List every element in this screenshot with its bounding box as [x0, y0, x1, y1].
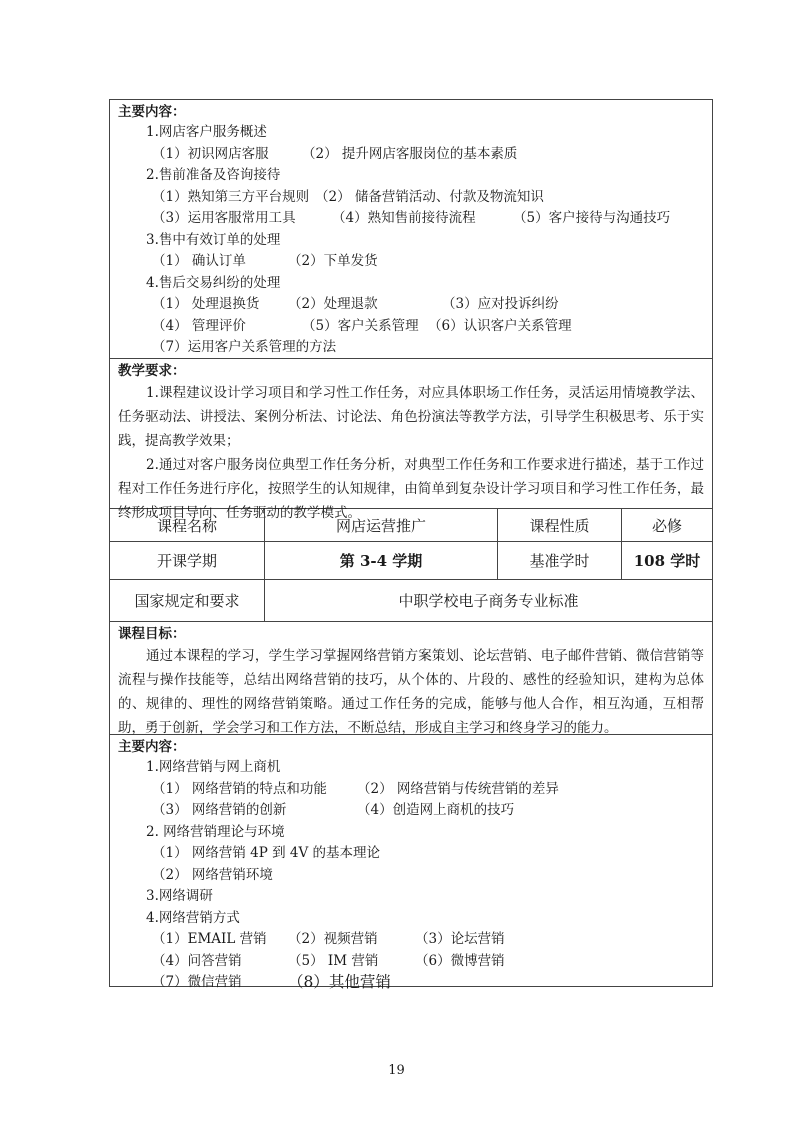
subtopic-row [110, 865, 712, 887]
subtopic-row [110, 337, 712, 359]
section-heading: 主要内容： [118, 104, 186, 120]
subtopic-item: （2） 储备营销活动、付款及物流知识 [315, 188, 544, 205]
subtopic-item: （2） 网络营销与传统营销的差异 [357, 780, 559, 797]
course-type-value: 必修 [622, 509, 712, 542]
subtopic-item: （8）其他营销 [288, 973, 391, 991]
course-type-label: 课程性质 [498, 509, 622, 542]
subtopic-item: （2）处理退款 [288, 296, 378, 312]
course-name-value: 网店运营推广 [265, 509, 498, 542]
main-content-section-2 [110, 735, 712, 991]
course-objectives-section [110, 622, 712, 735]
main-content-section-1 [110, 100, 712, 359]
topic-heading: 1.网店客户服务概述 [146, 124, 267, 140]
subtopic-item: （4）创造网上商机的技巧 [357, 802, 515, 818]
topic-heading: 2. 网络营销理论与环境 [146, 823, 285, 840]
topic-heading: 2.售前准备及咨询接待 [146, 167, 281, 183]
subtopic-item: （6）微博营销 [415, 952, 505, 969]
course-info-grid [110, 509, 712, 622]
subtopic-item: （5）客户接待与沟通技巧 [513, 210, 671, 226]
subtopic-item: （2）视频营销 [288, 931, 378, 947]
section-heading: 教学要求： [118, 363, 186, 379]
subtopic-row [110, 251, 712, 273]
subtopic-item: （3）应对投诉纠纷 [442, 296, 559, 312]
subtopic-item: （5）客户关系管理 [302, 317, 419, 334]
topic-heading: 3.网络调研 [146, 888, 213, 904]
hours-label: 基准学时 [498, 542, 622, 580]
objectives-paragraph: 通过本课程的学习，学生学习掌握网络营销方案策划、论坛营销、电子邮件营销、微信营销等流程与操作技能等，总结出网络营销的技巧，从个体的、片段的、感性的经验知识，建构为总体的、规律的、理性的网络营销策略。通过工作任务的完成，能够与他人合作，相互沟通，互相帮助，勇于创新，学会学习和工作方法，不断总结，形成自主学习和终身学习的能力。 [118, 648, 704, 736]
subtopic-item: （1） 处理退换货 [152, 296, 260, 312]
topic-heading: 4.售后交易纠纷的处理 [146, 274, 281, 291]
course-table [109, 99, 713, 991]
subtopic-item: （1） 网络营销的特点和功能 [152, 780, 327, 797]
subtopic-item: （1）初识网店客服 [152, 145, 269, 162]
subtopic-item: （1）EMAIL 营销 [152, 931, 267, 947]
standard-value: 中职学校电子商务专业标准 [265, 580, 712, 622]
subtopic-row [110, 843, 712, 865]
subtopic-row [110, 294, 712, 316]
subtopic-row [110, 951, 712, 973]
requirement-paragraph: 2.通过对客户服务岗位典型工作任务分析，对典型工作任务和工作要求进行描述，基于工作过程对工作任务进行序化，按照学生的认知规律，由简单到复杂设计学习项目和学习性工作任务，最终形成项目导向、任务驱动的教学模式。 [118, 457, 704, 521]
subtopic-row [110, 800, 712, 822]
subtopic-row [110, 187, 712, 209]
subtopic-item: （7）运用客户关系管理的方法 [152, 339, 337, 355]
topic-heading: 4.网络营销方式 [146, 909, 240, 926]
subtopic-item: （4）问答营销 [152, 952, 242, 969]
section-heading: 课程目标： [118, 626, 186, 642]
topic-heading: 1.网络营销与网上商机 [146, 759, 281, 775]
subtopic-item: （4）熟知售前接待流程 [332, 210, 476, 226]
subtopic-item: （3）论坛营销 [415, 931, 505, 947]
subtopic-item: （7）微信营销 [152, 974, 242, 990]
subtopic-item: （2） 提升网店客服岗位的基本素质 [302, 145, 518, 162]
requirement-paragraph: 1.课程建议设计学习项目和学习性工作任务，对应具体职场工作任务，灵活运用情境教学法、任务驱动法、讲授法、案例分析法、讨论法、角色扮演法等教学方法，引导学生积极思考、乐于实践，提高教学效果； [118, 385, 704, 449]
subtopic-item: （6）认识客户关系管理 [428, 317, 572, 334]
subtopic-item: （1） 网络营销 4P 到 4V 的基本理论 [152, 845, 381, 861]
term-label: 开课学期 [110, 542, 265, 580]
subtopic-item: （1） 确认订单 [152, 253, 246, 269]
subtopic-item: （3） 网络营销的创新 [152, 802, 287, 818]
subtopic-row [110, 972, 712, 994]
section-heading: 主要内容： [118, 739, 186, 755]
topic-heading: 3.售中有效订单的处理 [146, 231, 281, 248]
standard-label: 国家规定和要求 [110, 580, 265, 622]
subtopic-row [110, 929, 712, 951]
subtopic-item: （5） IM 营销 [288, 952, 379, 969]
subtopic-row [110, 208, 712, 230]
subtopic-row [110, 144, 712, 166]
hours-value: 108 学时 [622, 542, 712, 580]
term-value: 第 3-4 学期 [265, 542, 498, 580]
subtopic-item: （4） 管理评价 [152, 317, 246, 334]
subtopic-item: （2） 网络营销环境 [152, 866, 273, 883]
course-name-label: 课程名称 [110, 509, 265, 542]
subtopic-row [110, 316, 712, 338]
page-number: 19 [388, 1063, 405, 1078]
subtopic-item: （1）熟知第三方平台规则 [152, 188, 310, 205]
subtopic-item: （2）下单发货 [288, 253, 378, 269]
teaching-requirements-section [110, 359, 712, 521]
subtopic-item: （3）运用客服常用工具 [152, 210, 296, 226]
subtopic-row [110, 779, 712, 801]
